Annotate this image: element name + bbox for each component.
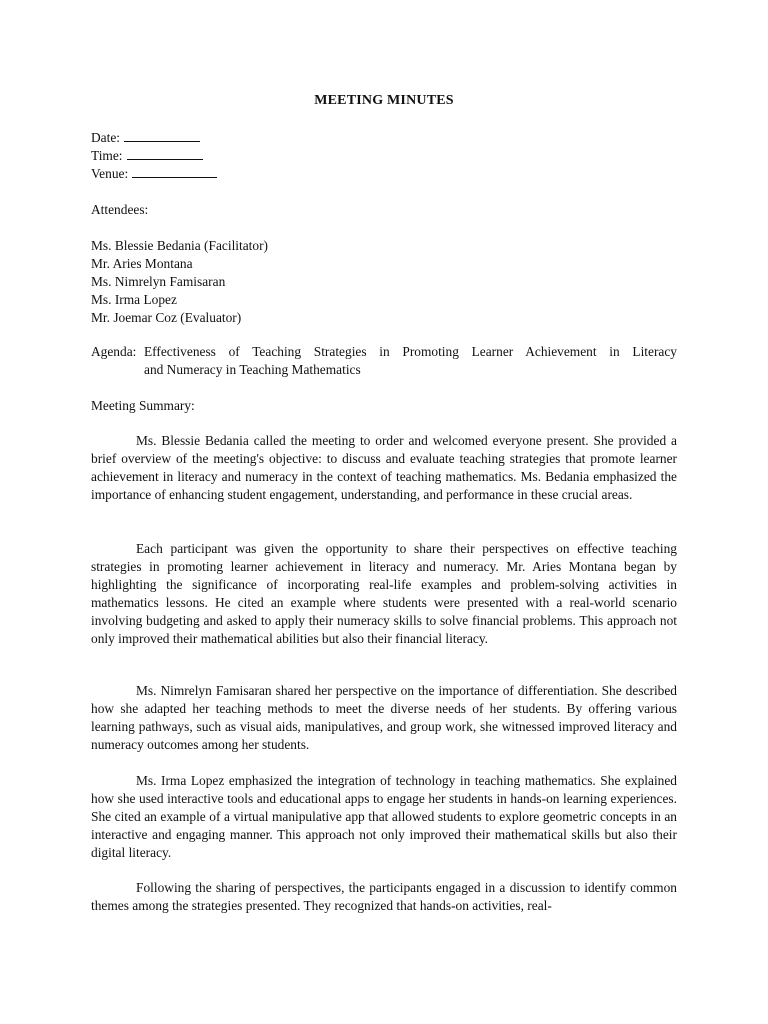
agenda-text xyxy=(144,343,677,379)
time-line xyxy=(91,147,203,165)
document-title: MEETING MINUTES xyxy=(314,93,454,108)
agenda-block xyxy=(91,343,677,379)
paragraph-text: Following the sharing of perspectives, the participants engaged in a discussion to identify common themes among the strategies presented. They recognized that hands-on activities, real- xyxy=(91,880,677,913)
attendee-item: Mr. Joemar Coz (Evaluator) xyxy=(91,310,242,325)
summary-paragraph xyxy=(91,879,677,915)
agenda-line-2: and Numeracy in Teaching Mathematics xyxy=(144,362,361,377)
paragraph-text: Ms. Blessie Bedania called the meeting to order and welcomed everyone present. She provided a brief overview of the meeting's objective: to discuss and evaluate teaching strategies that promote learner achievement in literacy and numeracy in the context of teaching mathematics. Ms. Bedania emphasized the importance of enhancing student engagement, understanding, and performance in these crucial areas. xyxy=(91,433,677,502)
date-label: Date: xyxy=(91,130,120,145)
summary-paragraph xyxy=(91,772,677,862)
summary-paragraph xyxy=(91,540,677,648)
agenda-label: Agenda: xyxy=(91,344,137,359)
summary-paragraph xyxy=(91,682,677,754)
paragraph-text: Ms. Irma Lopez emphasized the integration of technology in teaching mathematics. She explained how she used interactive tools and educational apps to engage her students in hands-on learning experiences. She cited an example of a virtual manipulative app that allowed students to explore geometric concepts in an interactive and engaging manner. This approach not only improved their mathematical skills but also their digital literacy. xyxy=(91,773,677,860)
date-blank xyxy=(124,129,200,142)
venue-label: Venue: xyxy=(91,166,129,181)
venue-blank xyxy=(132,165,217,178)
date-line xyxy=(91,129,200,147)
paragraph-text: Ms. Nimrelyn Famisaran shared her perspective on the importance of differentiation. She described how she adapted her teaching methods to meet the diverse needs of her students. By offering various learning pathways, such as visual aids, manipulatives, and group work, she witnessed improved literacy and numeracy outcomes among her students. xyxy=(91,683,677,752)
summary-label: Meeting Summary: xyxy=(91,398,195,413)
attendee-item: Ms. Irma Lopez xyxy=(91,292,177,307)
attendees-label: Attendees: xyxy=(91,202,149,217)
summary-paragraph xyxy=(91,432,677,504)
time-label: Time: xyxy=(91,148,123,163)
time-blank xyxy=(127,147,203,160)
attendee-item: Mr. Aries Montana xyxy=(91,256,193,271)
attendee-item: Ms. Blessie Bedania (Facilitator) xyxy=(91,238,269,253)
paragraph-text: Each participant was given the opportunity to share their perspectives on effective teaching strategies in promoting learner achievement in literacy and numeracy. Mr. Aries Montana began by highlighting the significance of incorporating real-life examples and problem-solving activities in mathematics lessons. He cited an example where students were presented with a real-world scenario involving budgeting and asked to apply their numeracy skills to solve financial problems. This approach not only improved their mathematical abilities but also their financial literacy. xyxy=(91,541,677,646)
agenda-line-1: Effectiveness of Teaching Strategies in Promoting Learner Achievement in Literacy xyxy=(144,344,677,359)
venue-line xyxy=(91,165,217,183)
attendee-item: Ms. Nimrelyn Famisaran xyxy=(91,274,226,289)
